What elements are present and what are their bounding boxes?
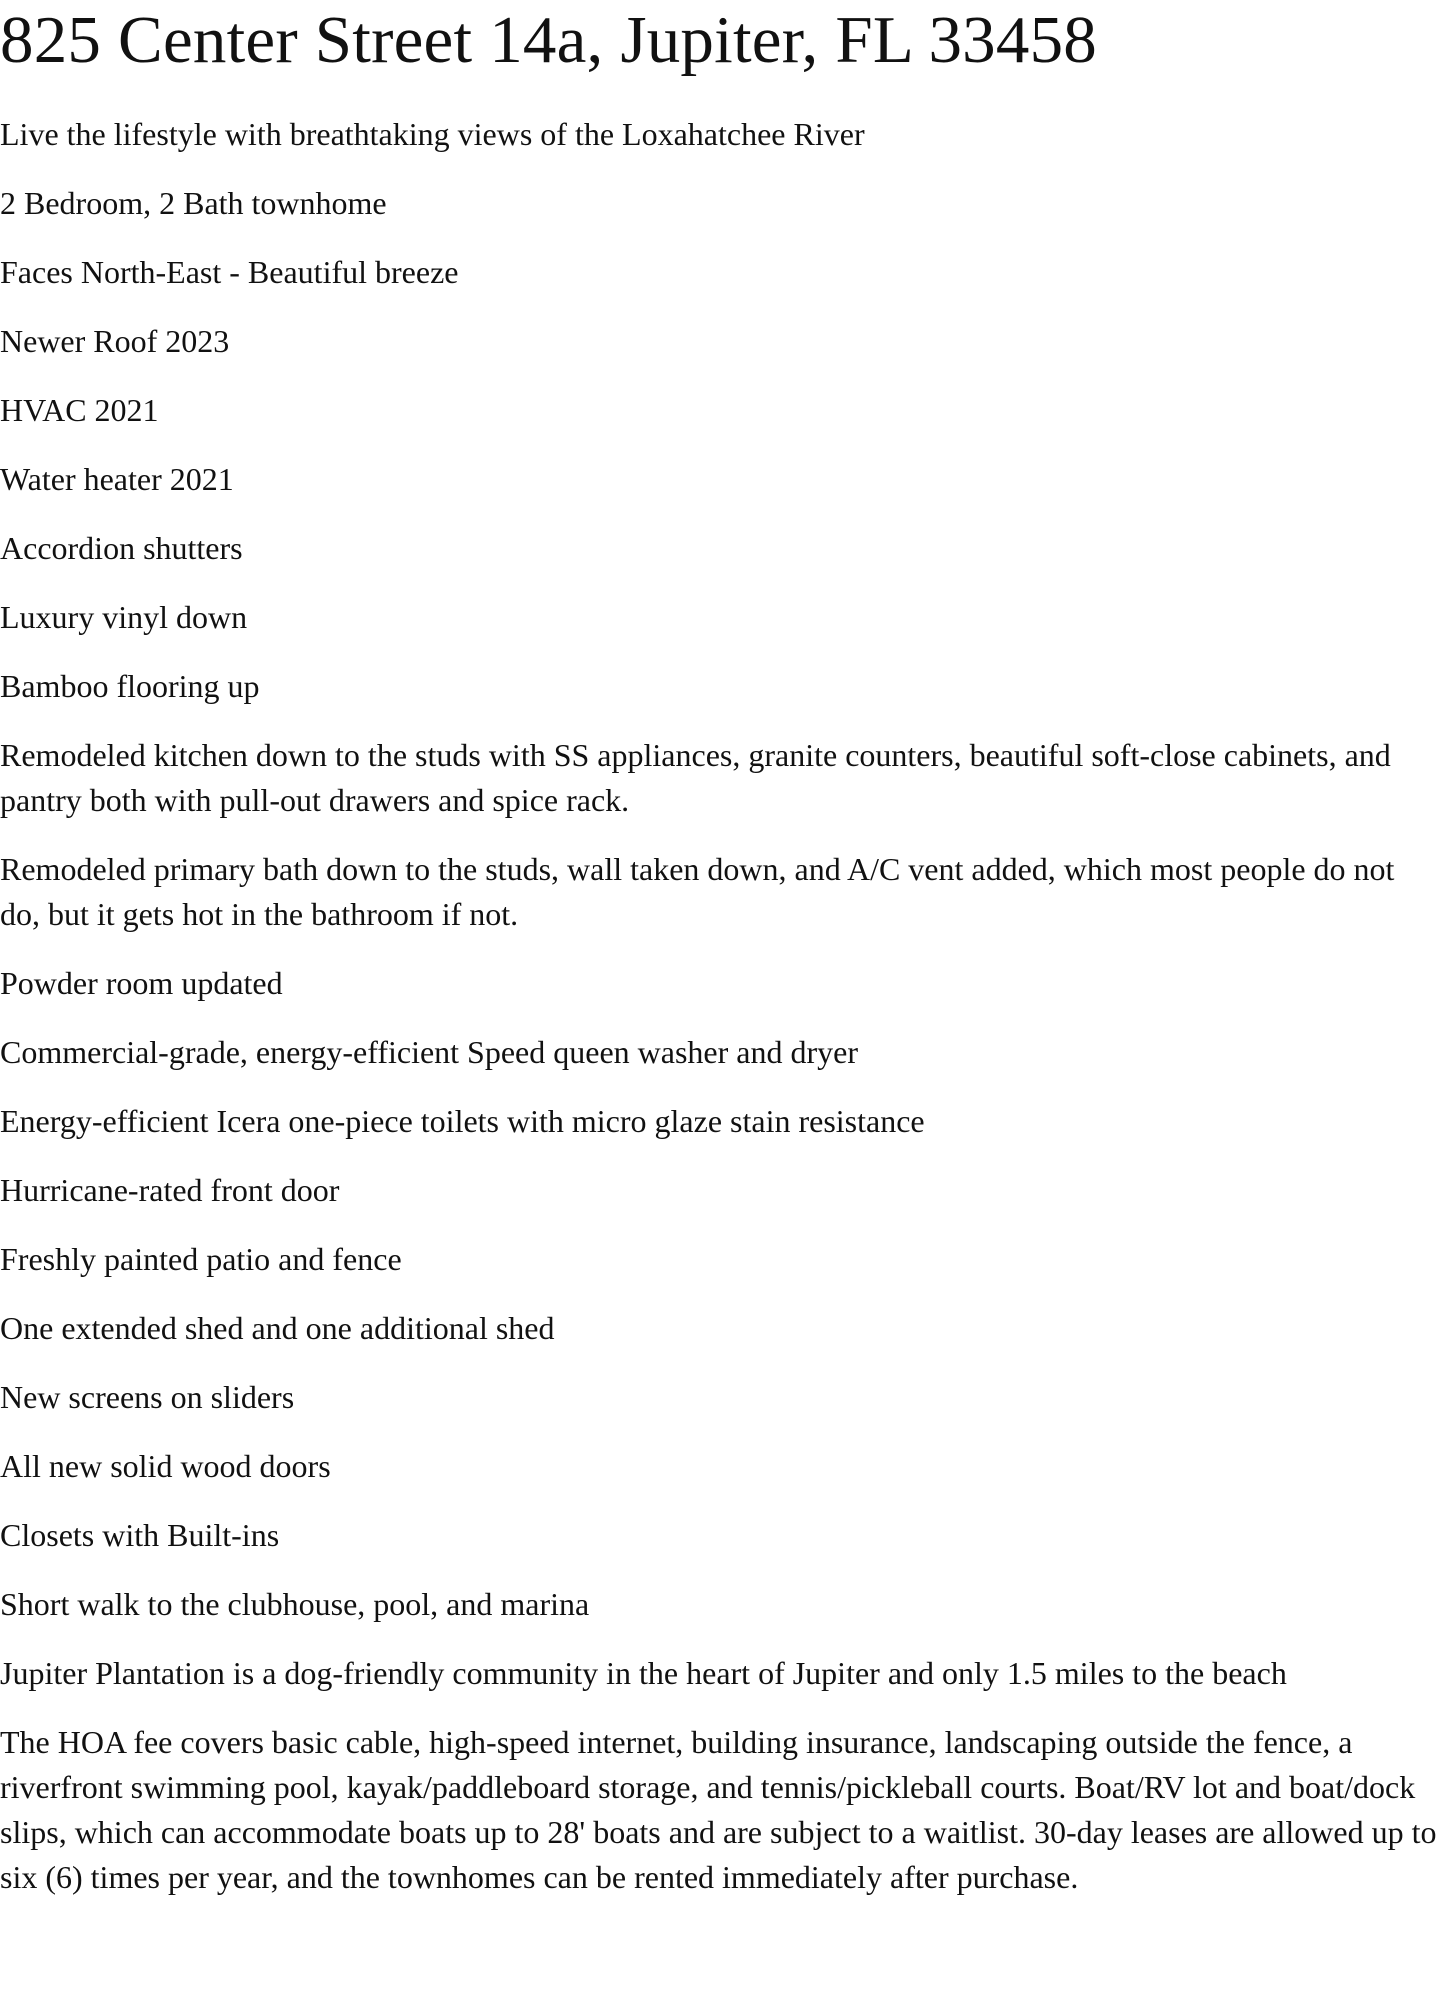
paragraph-walk: Short walk to the clubhouse, pool, and marina [0,1586,590,1622]
paragraph-closets: Closets with Built-ins [0,1517,280,1553]
paragraph-primary-bath: Remodeled primary bath down to the studs, wall taken down, and A/C vent added, which most people do not do, but it gets hot in the bathroom if not. [0,851,1395,932]
paragraph-vinyl: Luxury vinyl down [0,599,248,635]
paragraph-doors: All new solid wood doors [0,1448,331,1484]
paragraph-community: Jupiter Plantation is a dog-friendly community in the heart of Jupiter and only 1.5 miles to the beach [0,1655,1287,1691]
paragraph-orientation: Faces North-East - Beautiful breeze [0,254,459,290]
paragraph-shutters: Accordion shutters [0,530,243,566]
paragraph-screens: New screens on sliders [0,1379,295,1415]
paragraph-hoa: The HOA fee covers basic cable, high-speed internet, building insurance, landscaping outside the fence, a riverfront swimming pool, kayak/paddleboard storage, and tennis/pickleball courts. Boat/RV lot and boat/dock slips, which can accommodate boats up to 28' boats and are subject to a waitlist. 30-day leases are allowed up to six (6) times per year, and the townhomes can be rented immediately after purchase. [0,1724,1437,1895]
paragraph-roof: Newer Roof 2023 [0,323,230,359]
paragraph-views: Live the lifestyle with breathtaking views of the Loxahatchee River [0,116,865,152]
paragraph-bedrooms: 2 Bedroom, 2 Bath townhome [0,185,387,221]
paragraph-powder-room: Powder room updated [0,965,283,1001]
paragraph-sheds: One extended shed and one additional shed [0,1310,555,1346]
paragraph-kitchen: Remodeled kitchen down to the studs with SS appliances, granite counters, beautiful soft-close cabinets, and pantry both with pull-out drawers and spice rack. [0,737,1391,818]
paragraph-toilets: Energy-efficient Icera one-piece toilets with micro glaze stain resistance [0,1103,925,1139]
paragraph-hvac: HVAC 2021 [0,392,159,428]
paragraph-bamboo: Bamboo flooring up [0,668,260,704]
feature-list [0,112,1444,1900]
paragraph-patio: Freshly painted patio and fence [0,1241,402,1277]
paragraph-washer-dryer: Commercial-grade, energy-efficient Speed queen washer and dryer [0,1034,858,1070]
paragraph-water-heater: Water heater 2021 [0,461,234,497]
paragraph-front-door: Hurricane-rated front door [0,1172,340,1208]
page-title: 825 Center Street 14a, Jupiter, FL 33458 [0,3,1097,77]
